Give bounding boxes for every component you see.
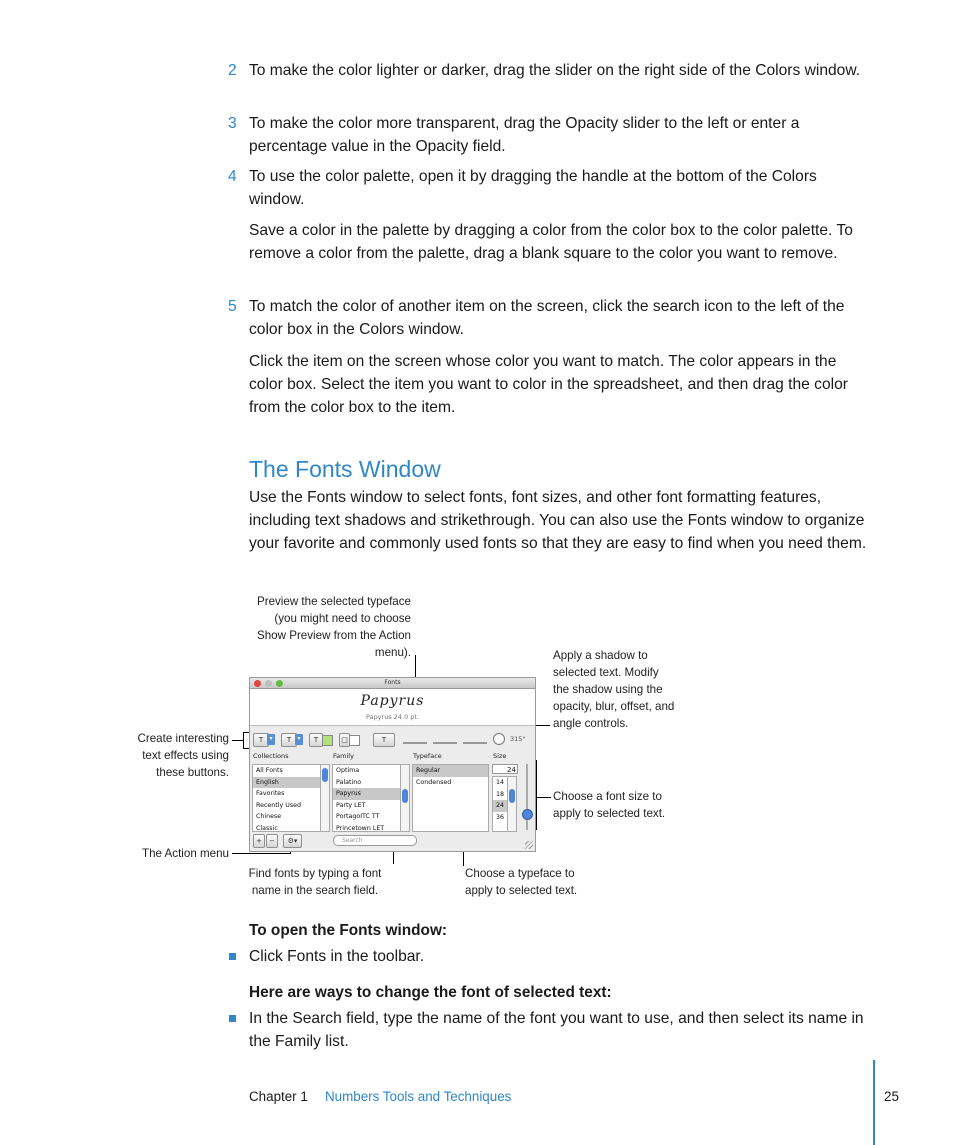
step-number: 5 bbox=[228, 298, 237, 315]
scroll-thumb[interactable] bbox=[402, 789, 408, 803]
preview-caption: Papyrus 24.0 pt. bbox=[365, 713, 420, 721]
callout-preview: Preview the selected typeface (you might need to choose Show Preview from the Action menu). bbox=[256, 595, 411, 659]
size-list[interactable] bbox=[492, 776, 508, 832]
font-preview bbox=[250, 689, 535, 726]
list-item[interactable]: Recently Used bbox=[256, 801, 302, 809]
list-item[interactable]: Favorites bbox=[256, 790, 285, 797]
document-color-button[interactable]: □ bbox=[339, 733, 350, 747]
step-text: To use the color palette, open it by dragging the handle at the bottom of the Colors window. bbox=[249, 168, 817, 208]
step-number: 2 bbox=[228, 62, 237, 79]
step-text: To make the color lighter or darker, drag the slider on the right side of the Colors window. bbox=[249, 62, 861, 79]
add-collection-button[interactable]: + bbox=[253, 834, 265, 848]
family-scrollbar[interactable] bbox=[400, 764, 410, 832]
step-number: 4 bbox=[228, 168, 237, 185]
list-item[interactable]: Regular bbox=[413, 765, 488, 777]
list-item[interactable]: Chinese bbox=[256, 813, 282, 820]
list-item[interactable]: Papyrus bbox=[333, 788, 401, 800]
text-color-swatch[interactable] bbox=[322, 735, 333, 746]
bullet-icon bbox=[229, 953, 236, 960]
action-menu-button[interactable]: ⚙▾ bbox=[283, 834, 302, 848]
family-list[interactable] bbox=[332, 764, 402, 832]
collections-header: Collections bbox=[253, 752, 289, 760]
step-number: 3 bbox=[228, 115, 237, 132]
shadow-opacity-slider[interactable] bbox=[403, 742, 427, 744]
leader-line bbox=[537, 797, 551, 798]
list-item[interactable]: Classic bbox=[256, 824, 278, 832]
list-item[interactable]: 14 bbox=[496, 779, 505, 786]
callout-typeface: Choose a typeface to apply to selected text. bbox=[465, 867, 578, 897]
underline-button[interactable]: T bbox=[253, 733, 269, 747]
section-intro: Use the Fonts window to select fonts, font sizes, and other font formatting features, including text shadows and strikethrough. You can also use the Fonts window to organize your favorite and commonly used fonts so that they are easy to find when you need them. bbox=[249, 489, 867, 552]
list-item[interactable]: Princetown LET bbox=[336, 824, 385, 832]
list-item[interactable]: All Fonts bbox=[256, 767, 283, 774]
shadow-offset-slider[interactable] bbox=[463, 742, 487, 744]
shadow-angle-value: 315° bbox=[510, 735, 526, 743]
strikethrough-menu[interactable]: ▾ bbox=[295, 734, 303, 745]
title-bar bbox=[250, 678, 535, 689]
list-item[interactable]: 24 bbox=[493, 800, 507, 812]
list-item[interactable]: Condensed bbox=[416, 778, 452, 786]
collections-list[interactable] bbox=[252, 764, 322, 832]
fonts-window bbox=[249, 677, 536, 852]
size-scrollbar[interactable] bbox=[507, 776, 517, 832]
callout-action: The Action menu bbox=[141, 847, 229, 860]
leader-line bbox=[536, 760, 537, 830]
step-text: To match the color of another item on the screen, click the search icon to the left of the color box in the Colors window. bbox=[249, 298, 845, 338]
palette-paragraph: Save a color in the palette by dragging a color from the color box to the color palette. To remove a color from the palette, drag a blank square to the color you want to remove. bbox=[249, 222, 853, 262]
shadow-angle-dial[interactable] bbox=[493, 733, 505, 745]
size-header: Size bbox=[493, 752, 507, 760]
collections-scrollbar[interactable] bbox=[320, 764, 330, 832]
search-field[interactable]: Search bbox=[333, 835, 417, 846]
list-item[interactable]: Palatino bbox=[336, 778, 362, 786]
list-item[interactable]: PortagoITC TT bbox=[336, 813, 380, 820]
family-header: Family bbox=[333, 752, 354, 760]
scroll-thumb[interactable] bbox=[322, 768, 328, 782]
procedure-title: Here are ways to change the font of selected text: bbox=[249, 984, 612, 1001]
list-item[interactable]: 18 bbox=[496, 790, 505, 798]
callout-effects: Create interesting text effects using these buttons. bbox=[137, 732, 229, 779]
typeface-list[interactable] bbox=[412, 764, 489, 832]
callout-search: Find fonts by typing a font name in the search field. bbox=[248, 867, 382, 897]
document-color-swatch[interactable] bbox=[349, 735, 360, 746]
page-number: 25 bbox=[884, 1089, 899, 1104]
section-title: The Fonts Window bbox=[249, 456, 441, 482]
window-title: Fonts bbox=[384, 679, 401, 686]
strikethrough-button[interactable]: T bbox=[281, 733, 297, 747]
callout-shadow: Apply a shadow to selected text. Modify the shadow using the opacity, blur, offset, and angle controls. bbox=[553, 649, 675, 730]
footer-chapter-title: Numbers Tools and Techniques bbox=[325, 1089, 512, 1104]
shadow-button[interactable]: T bbox=[373, 733, 395, 747]
underline-menu[interactable]: ▾ bbox=[267, 734, 275, 745]
procedure-bullet: In the Search field, type the name of the font you want to use, and then select its name in the Family list. bbox=[249, 1010, 864, 1050]
callout-size: Choose a font size to apply to selected text. bbox=[553, 790, 666, 820]
list-item[interactable]: Optima bbox=[336, 767, 360, 774]
size-slider-knob[interactable] bbox=[522, 809, 533, 820]
match-paragraph: Click the item on the screen whose color you want to match. The color appears in the color box. Select the item you want to color in the spreadsheet, and then drag the color from the color box to the item. bbox=[249, 353, 848, 416]
procedure-bullet: Click Fonts in the toolbar. bbox=[249, 948, 425, 965]
typeface-header: Typeface bbox=[413, 752, 442, 760]
size-slider[interactable] bbox=[526, 764, 528, 830]
step-text: To make the color more transparent, drag the Opacity slider to the left or enter a percentage value in the Opacity field. bbox=[249, 115, 800, 155]
leader-line bbox=[232, 740, 243, 741]
procedure-title: To open the Fonts window: bbox=[249, 922, 448, 939]
scroll-thumb[interactable] bbox=[509, 789, 515, 803]
footer-divider bbox=[873, 1060, 875, 1145]
text-color-button[interactable]: T bbox=[309, 733, 323, 747]
preview-sample: Papyrus bbox=[360, 693, 425, 709]
resize-grip-icon[interactable] bbox=[525, 841, 533, 849]
footer-chapter: Chapter 1 bbox=[249, 1089, 308, 1104]
list-item[interactable]: Party LET bbox=[336, 801, 366, 809]
list-item[interactable]: 36 bbox=[496, 813, 505, 821]
leader-line bbox=[243, 732, 244, 748]
remove-collection-button[interactable]: − bbox=[266, 834, 278, 848]
size-field[interactable]: 24 bbox=[492, 764, 518, 774]
leader-line bbox=[232, 853, 290, 854]
list-item[interactable]: English bbox=[253, 777, 321, 789]
bullet-icon bbox=[229, 1015, 236, 1022]
shadow-blur-slider[interactable] bbox=[433, 742, 457, 744]
